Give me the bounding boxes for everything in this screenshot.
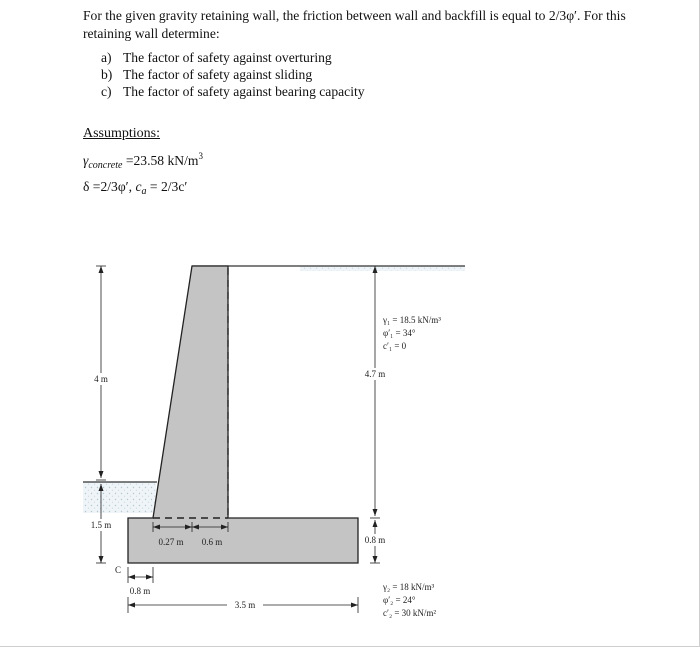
dim-0-27m-label: 0.27 m (158, 537, 184, 547)
dim-0-6m-label: 0.6 m (201, 537, 223, 547)
arrow-head (351, 603, 358, 608)
arrow-head (373, 520, 378, 527)
point-c-label: C (114, 565, 122, 575)
arrow-head (373, 509, 378, 516)
backfill-friction-angle: φ′₁ = 34° (383, 328, 416, 338)
backfill-surface-texture (300, 266, 465, 271)
delta-expression: δ =2/3φ′, (83, 179, 136, 194)
foundation-cohesion: c′₂ = 30 kN/m² (383, 608, 437, 618)
arrow-head (128, 603, 135, 608)
gamma-value: =23.58 kN/m (125, 153, 199, 168)
gravity-wall (128, 266, 358, 563)
question-label: c) (101, 84, 112, 99)
foundation-friction-angle: φ′₂ = 24° (383, 595, 416, 605)
question-text: The factor of safety against sliding (123, 67, 313, 82)
backfill-cohesion: c′₁ = 0 (383, 341, 407, 351)
arrow-head (373, 556, 378, 563)
dim-4-7m-label: 4.7 m (364, 369, 386, 379)
dim-1-5m-label: 1.5 m (90, 520, 112, 530)
arrow-head (128, 575, 135, 580)
dim-0-8m-base-label: 0.8 m (364, 535, 386, 545)
assumptions-heading: Assumptions: (83, 126, 161, 141)
gamma-subscript: concrete (88, 160, 123, 171)
gamma-unit-exponent: 3 (198, 151, 203, 161)
dim-0-8m-toe-label: 0.8 m (129, 586, 151, 596)
question-label: b) (101, 67, 113, 82)
dim-4m-label: 4 m (94, 374, 108, 384)
dim-3-5m-label: 3.5 m (234, 600, 256, 610)
question-label: a) (101, 50, 112, 65)
arrow-head (99, 556, 104, 563)
arrow-head (146, 575, 153, 580)
gamma-symbol: γ (83, 153, 89, 168)
ca-symbol: c (135, 179, 142, 194)
backfill-unit-weight: γ₁ = 18.5 kN/m³ (383, 315, 441, 325)
question-text: The factor of safety against overturing (123, 50, 332, 65)
ca-subscript: a (141, 186, 147, 197)
front-soil-fill (83, 482, 156, 513)
foundation-unit-weight: γ₂ = 18 kN/m³ (383, 582, 435, 592)
problem-statement: For the given gravity retaining wall, the friction between wall and backfill is equal to 2/3φ′. For this retaining wall determine: (83, 8, 626, 41)
question-text: The factor of safety against bearing capacity (123, 84, 365, 99)
ca-value: = 2/3c′ (146, 179, 188, 194)
arrow-head (99, 266, 104, 273)
arrow-head (99, 471, 104, 478)
